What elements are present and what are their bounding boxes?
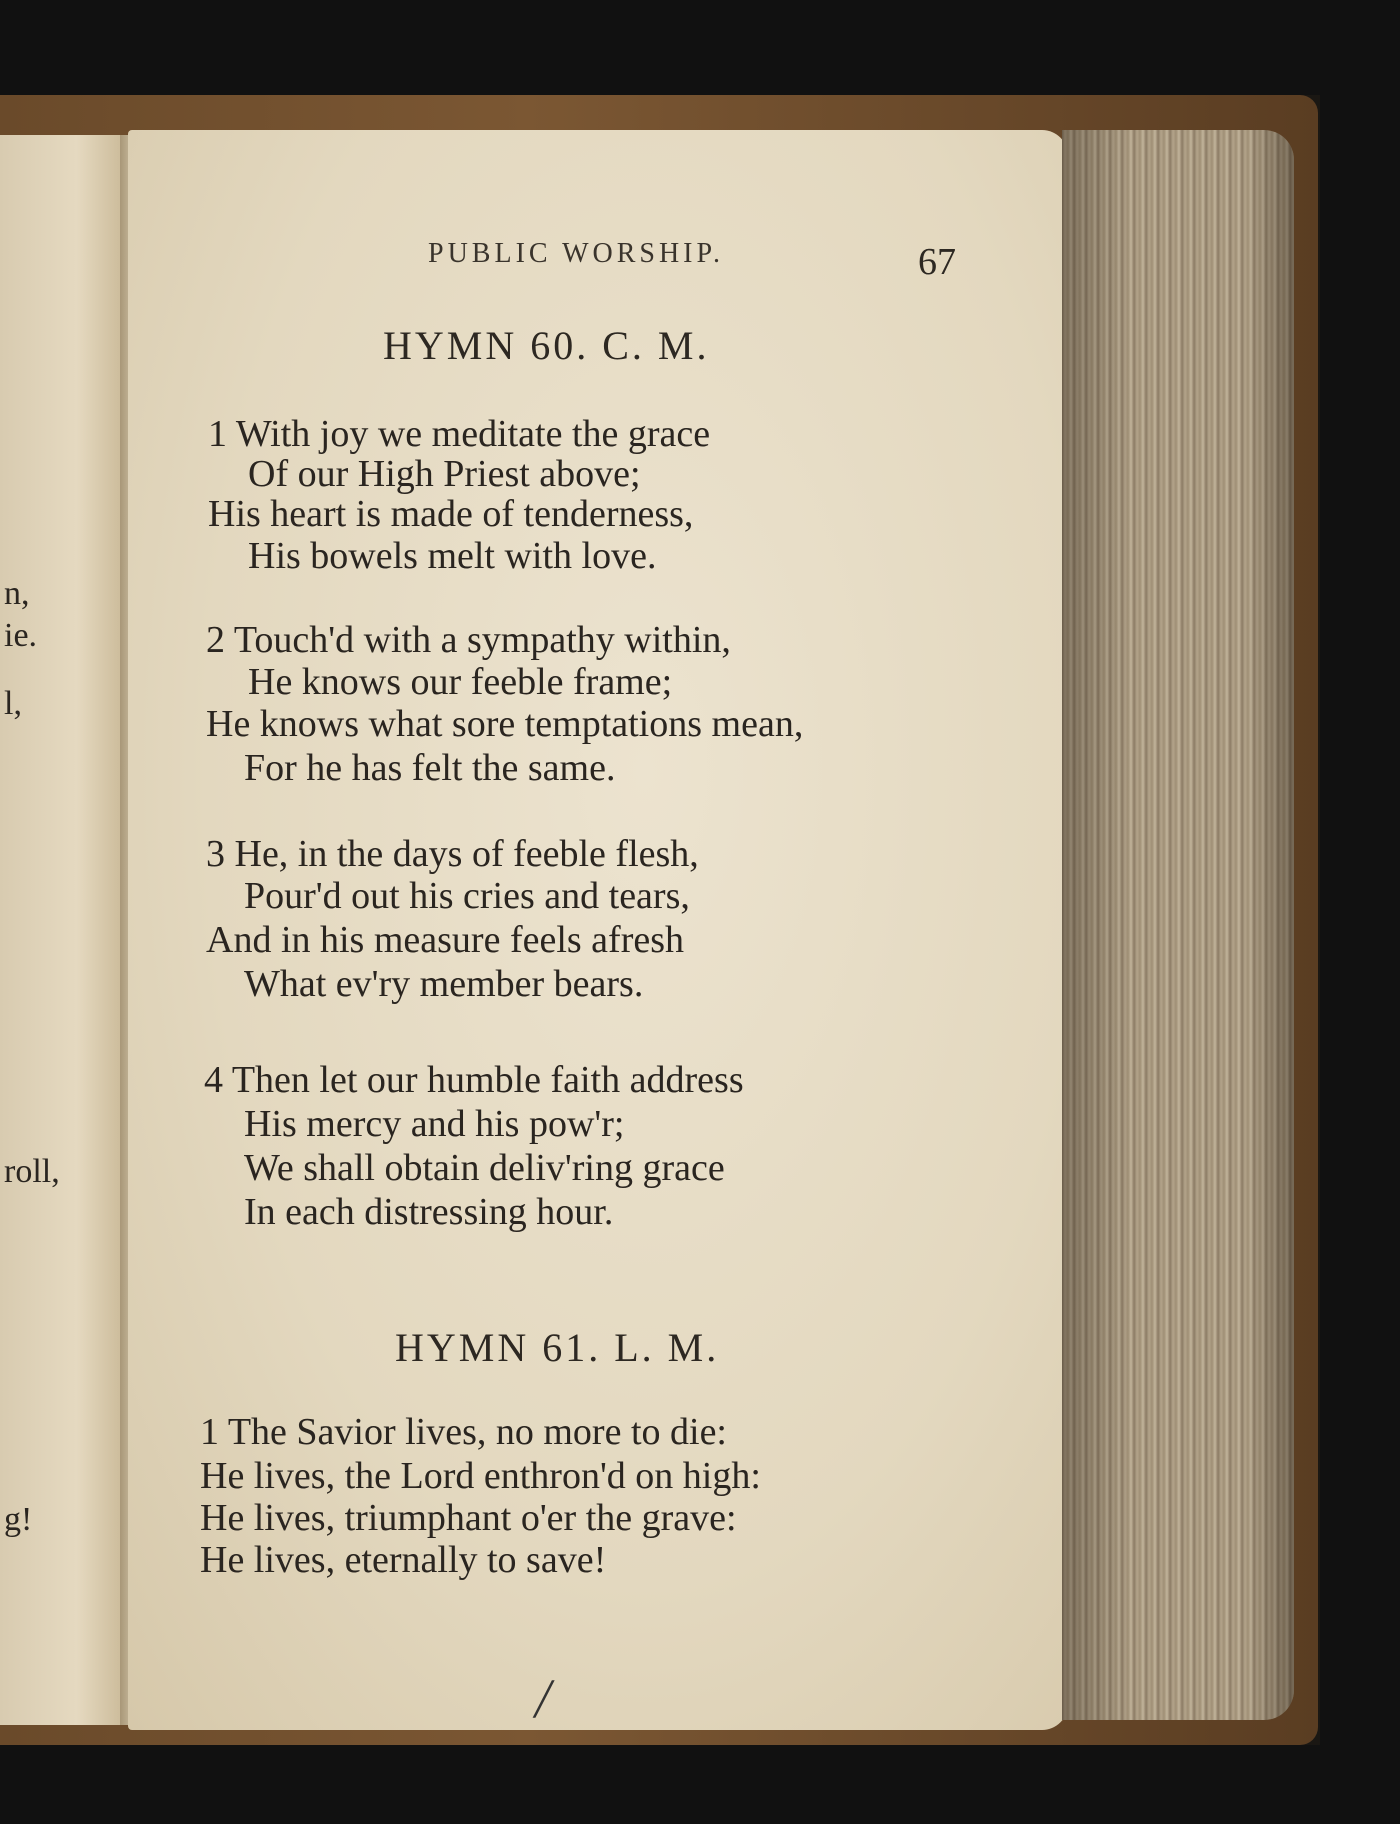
verse-line: 3 He, in the days of feeble flesh,: [206, 833, 699, 875]
running-head: PUBLIC WORSHIP.: [428, 238, 724, 269]
verse-line: He lives, eternally to save!: [200, 1539, 607, 1581]
left-page-fragment: g!: [4, 1501, 33, 1538]
ink-mark: ╱: [534, 1681, 554, 1717]
verse-line: 1 The Savior lives, no more to die:: [200, 1411, 727, 1453]
verse-line: He lives, the Lord enthron'd on high:: [200, 1455, 761, 1497]
verse-line: What ev'ry member bears.: [244, 963, 644, 1005]
page-fore-edge-shade: [1062, 130, 1294, 1720]
verse-line: Pour'd out his cries and tears,: [244, 875, 690, 917]
verse-line: His mercy and his pow'r;: [244, 1103, 625, 1145]
verse-line: He knows our feeble frame;: [248, 661, 673, 703]
verse-line: 1 With joy we meditate the grace: [208, 413, 711, 455]
hymn-61-title: HYMN 61. L. M.: [395, 1325, 720, 1370]
verse-line: We shall obtain deliv'ring grace: [244, 1147, 725, 1189]
verse-line: He lives, triumphant o'er the grave:: [200, 1497, 737, 1539]
left-page: [0, 135, 128, 1725]
left-page-fragment: n,: [4, 575, 30, 612]
verse-line: His heart is made of tenderness,: [208, 493, 694, 535]
verse-line: His bowels melt with love.: [248, 535, 657, 577]
verse-line: Of our High Priest above;: [248, 453, 641, 495]
page-number: 67: [918, 241, 956, 283]
verse-line: He knows what sore temptations mean,: [206, 703, 804, 745]
verse-line: 2 Touch'd with a sympathy within,: [206, 619, 731, 661]
left-page-fragment: ie.: [4, 617, 38, 654]
verse-line: For he has felt the same.: [244, 747, 616, 789]
left-page-fragment: l,: [4, 685, 22, 722]
verse-line: In each distressing hour.: [244, 1191, 614, 1233]
hymn-60-title: HYMN 60. C. M.: [383, 323, 710, 368]
left-page-fragment: roll,: [4, 1153, 60, 1190]
verse-line: 4 Then let our humble faith address: [204, 1059, 744, 1101]
verse-line: And in his measure feels afresh: [206, 919, 685, 961]
